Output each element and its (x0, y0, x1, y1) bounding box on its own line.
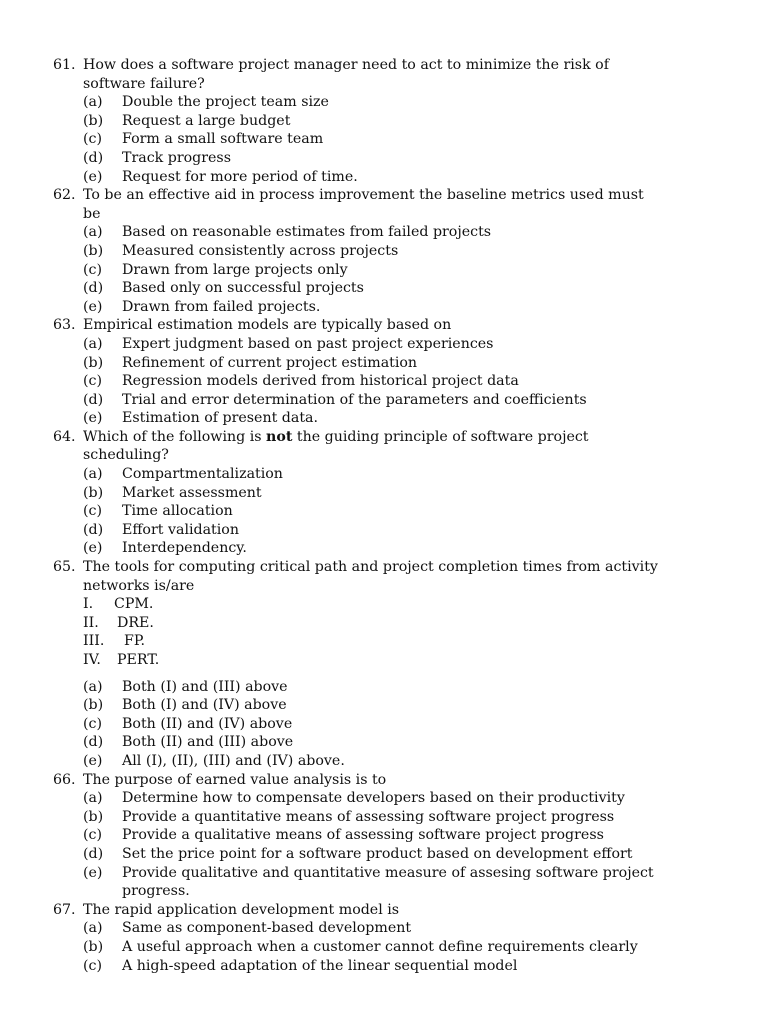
question-64 (0, 428, 768, 558)
roman-numeral: I. (83, 596, 94, 613)
question-text: How does a software project manager need to act to minimize the risk of (83, 57, 609, 73)
option-letter: (d) (83, 734, 104, 751)
question-text: Empirical estimation models are typically based on (83, 317, 452, 334)
question-text: The purpose of earned value analysis is to (83, 771, 387, 788)
option-text: Effort validation (122, 521, 239, 538)
option-e (0, 864, 768, 883)
option-letter: (e) (83, 298, 103, 315)
question-number: 67. (53, 901, 76, 918)
option-letter: (d) (83, 845, 104, 862)
option-letter: (a) (83, 335, 103, 352)
option-text: Expert judgment based on past project experiences (122, 335, 494, 352)
option-d (0, 521, 768, 540)
option-text: A high-speed adaptation of the linear sequential model (122, 957, 518, 974)
roman-item-2 (0, 614, 768, 633)
option-b (0, 242, 768, 261)
option-text: Determine how to compensate developers based on their productivity (122, 790, 625, 807)
option-e (0, 409, 768, 428)
option-d (0, 279, 768, 298)
option-letter: (b) (83, 808, 104, 825)
option-a (0, 678, 768, 697)
option-b (0, 354, 768, 373)
option-text: All (I), (II), (III) and (IV) above. (122, 752, 345, 769)
option-text: Estimation of present data. (122, 410, 319, 427)
option-text: Refinement of current project estimation (122, 354, 418, 371)
option-c (0, 502, 768, 521)
question-text: scheduling? (83, 447, 169, 464)
option-letter: (a) (83, 678, 103, 695)
question-text (83, 428, 589, 447)
option-letter: (c) (83, 131, 103, 148)
option-letter: (c) (83, 827, 103, 844)
question-text: The tools for computing critical path and project completion times from activity (83, 559, 658, 576)
option-letter: (d) (83, 280, 104, 297)
option-c (0, 957, 768, 976)
option-text: Compartmentalization (122, 466, 283, 483)
option-letter: (d) (83, 521, 104, 538)
question-65 (0, 558, 768, 771)
roman-item-1 (0, 595, 768, 614)
option-letter: (b) (83, 242, 104, 259)
option-text: Time allocation (122, 503, 233, 520)
question-text: The rapid application development model is (83, 901, 400, 918)
option-letter: (c) (83, 261, 103, 278)
option-letter: (e) (83, 168, 103, 185)
option-a (0, 335, 768, 354)
roman-item-text: CPM. (114, 596, 154, 613)
option-letter: (d) (83, 149, 104, 166)
question-number: 61. (53, 57, 76, 73)
question-61 (0, 56, 768, 186)
option-letter: (b) (83, 354, 104, 371)
roman-numeral: II. (83, 614, 99, 631)
option-text: Both (I) and (IV) above (122, 697, 287, 714)
emphasis-not: not (266, 428, 293, 445)
question-number: 65. (53, 559, 76, 576)
option-text: Measured consistently across projects (122, 242, 399, 259)
option-letter: (c) (83, 373, 103, 390)
question-number: 63. (53, 317, 76, 334)
option-text: Provide a qualitative means of assessing software project progress (122, 827, 604, 844)
option-text: Based on reasonable estimates from failed projects (122, 224, 492, 241)
question-67 (0, 901, 768, 975)
spacer (0, 670, 768, 678)
question-number: 66. (53, 771, 76, 788)
option-letter: (e) (83, 410, 103, 427)
option-text: Both (II) and (III) above (122, 734, 294, 751)
question-text: To be an effective aid in process improvement the baseline metrics used must (83, 187, 644, 204)
option-text: Drawn from large projects only (122, 261, 348, 278)
option-letter: (d) (83, 391, 104, 408)
question-number: 62. (53, 187, 76, 204)
roman-item-text: DRE. (117, 614, 154, 631)
option-c (0, 372, 768, 391)
option-e (0, 752, 768, 771)
option-b (0, 112, 768, 131)
question-text-part: Which of the following is (83, 428, 267, 445)
option-text: Based only on successful projects (122, 280, 364, 297)
option-e (0, 168, 768, 187)
option-text: Form a small software team (122, 131, 324, 148)
option-letter: (a) (83, 466, 103, 483)
option-text: Request a large budget (122, 112, 291, 129)
option-text: Both (II) and (IV) above (122, 715, 293, 732)
option-e (0, 298, 768, 317)
question-62 (0, 186, 768, 316)
option-b (0, 484, 768, 503)
option-d (0, 391, 768, 410)
option-letter: (a) (83, 94, 103, 111)
roman-numeral: III. (83, 633, 105, 650)
option-letter: (c) (83, 957, 103, 974)
question-number: 64. (53, 428, 76, 445)
option-text: Market assessment (122, 484, 262, 501)
option-b (0, 696, 768, 715)
option-letter: (a) (83, 224, 103, 241)
option-a (0, 93, 768, 112)
option-a (0, 919, 768, 938)
option-letter: (c) (83, 715, 103, 732)
option-text: Trial and error determination of the parameters and coefficients (122, 391, 587, 408)
option-letter: (a) (83, 790, 103, 807)
option-d (0, 845, 768, 864)
question-page (0, 56, 768, 975)
option-b (0, 808, 768, 827)
option-letter: (b) (83, 938, 104, 955)
roman-numeral: IV. (83, 652, 101, 668)
option-text: Double the project team size (122, 94, 329, 111)
option-a (0, 223, 768, 242)
option-e (0, 539, 768, 558)
option-a (0, 465, 768, 484)
option-text-continued: progress. (122, 883, 190, 900)
option-a (0, 789, 768, 808)
option-text: Track progress (122, 149, 231, 166)
option-letter: (e) (83, 752, 103, 769)
option-c (0, 826, 768, 845)
option-letter: (a) (83, 920, 103, 937)
option-text: A useful approach when a customer cannot define requirements clearly (122, 938, 638, 955)
option-letter: (b) (83, 697, 104, 714)
question-text: networks is/are (83, 577, 195, 594)
option-c (0, 130, 768, 149)
option-text: Provide a quantitative means of assessing software project progress (122, 808, 615, 825)
option-text: Both (I) and (III) above (122, 678, 288, 695)
option-c (0, 715, 768, 734)
option-c (0, 261, 768, 280)
option-letter: (e) (83, 864, 103, 881)
roman-item-4 (0, 651, 768, 670)
option-letter: (e) (83, 540, 103, 557)
option-text: Provide qualitative and quantitative measure of assesing software project (122, 864, 654, 881)
option-text: Same as component-based development (122, 920, 412, 937)
roman-item-text: PERT. (117, 652, 160, 668)
question-text-part: the guiding principle of software project (292, 428, 589, 445)
option-letter: (c) (83, 503, 103, 520)
option-text: Interdependency. (122, 540, 247, 557)
option-letter: (b) (83, 112, 104, 129)
option-text: Request for more period of time. (122, 168, 358, 185)
question-66 (0, 771, 768, 901)
roman-item-text: FP. (124, 633, 146, 650)
option-letter: (b) (83, 484, 104, 501)
question-text: be (83, 205, 101, 222)
option-b (0, 938, 768, 957)
question-text: software failure? (83, 75, 205, 92)
roman-item-3 (0, 632, 768, 651)
option-d (0, 149, 768, 168)
option-text: Regression models derived from historical project data (122, 373, 519, 390)
option-text: Set the price point for a software product based on development effort (122, 845, 633, 862)
question-63 (0, 316, 768, 428)
option-d (0, 733, 768, 752)
option-text: Drawn from failed projects. (122, 298, 321, 315)
